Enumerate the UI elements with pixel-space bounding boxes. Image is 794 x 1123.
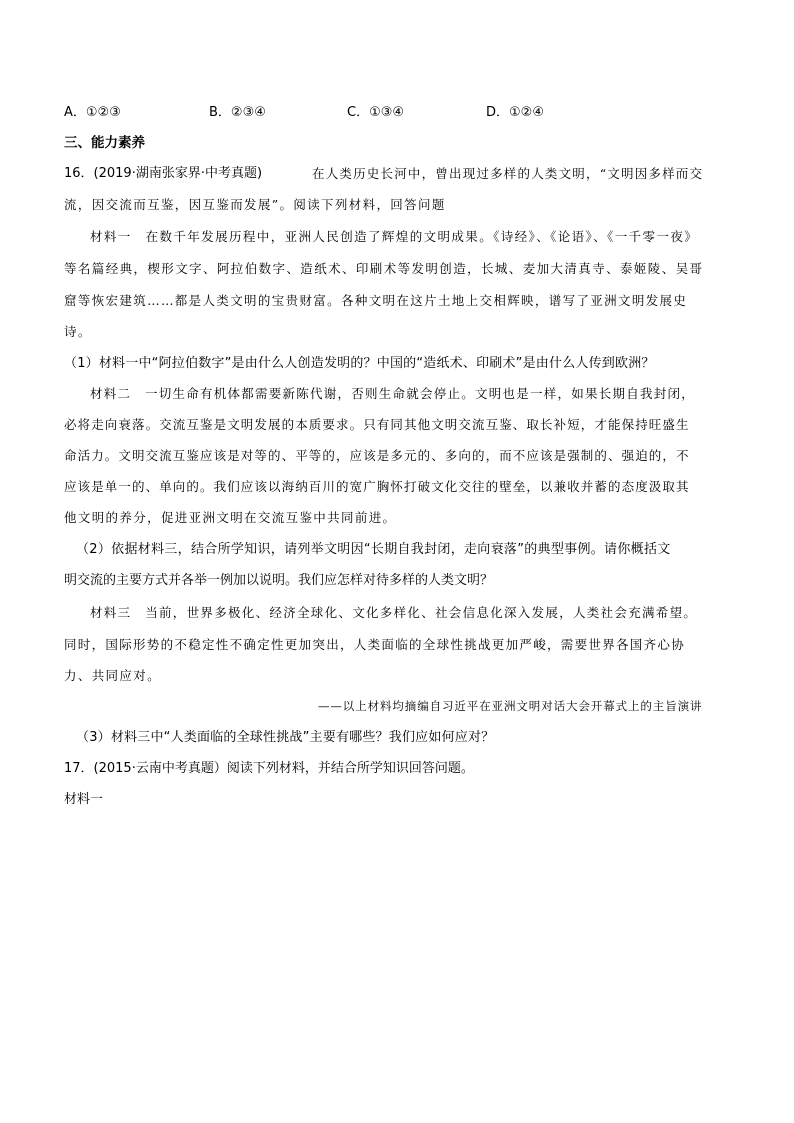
material-source: ——以上材料均摘编自习近平在亚洲文明对话大会开幕式上的主旨演讲	[318, 699, 703, 713]
material-3-line-2: 同时，国际形势的不稳定性不确定性更加突出，人类面临的全球性挑战更加严峻，需要世界各国齐心协	[64, 637, 686, 652]
material-1-line-2: 等名篇经典，楔形文字、阿拉伯数字、造纸术、印刷术等发明创造，长城、麦加大清真寺、泰姬陵、吴哥	[64, 261, 704, 276]
section-title: 三、能力素养	[64, 135, 145, 151]
q16-intro-line-2: 流，因交流而互鉴，因互鉴而发展”。阅读下列材料，回答问题	[64, 197, 446, 212]
option-d: D．①②④	[486, 105, 544, 120]
option-c: C．①③④	[347, 105, 405, 120]
material-2-line-5: 他文明的养分，促进亚洲文明在交流互鉴中共同前进。	[64, 510, 397, 525]
q17-material-1-label: 材料一	[64, 792, 104, 807]
option-b: B．②③④	[209, 105, 266, 120]
q16-header: 16．(2019·湖南张家界·中考真题)	[64, 166, 263, 181]
material-1-line-3: 窟等恢宏建筑……都是人类文明的宝贵财富。各种文明在这片土地上交相辉映，谱写了亚洲文明发展史	[64, 293, 688, 308]
q17-header: 17．(2015·云南中考真题）阅读下列材料，并结合所学知识回答问题。	[64, 761, 474, 776]
material-3-line-3: 力、共同应对。	[64, 668, 161, 683]
material-2-line-4: 应该是单一的、单向的。我们应该以海纳百川的宽广胸怀打破文化交往的壁垒，以兼收并蓄的态度汲取其	[64, 479, 690, 494]
q16-subquestion-1: （1）材料一中“阿拉伯数字”是由什么人创造发明的？中国的“造纸术、印刷术”是由什么人传到欧洲？	[64, 356, 655, 371]
material-1-line-4: 诗。	[64, 324, 92, 339]
material-2-line-3: 命活力。文明交流互鉴应该是对等的、平等的，应该是多元的、多向的，而不应该是强制的、强迫的，不	[64, 448, 690, 463]
q16-subquestion-2-line-1: （2）依据材料三，结合所学知识，请列举文明因“长期自我封闭，走向衰落”的典型事例。请你概括文	[76, 542, 671, 557]
material-2-line-1: 材料二 一切生命有机体都需要新陈代谢，否则生命就会停止。文明也是一样，如果长期自我封闭，	[90, 386, 696, 401]
material-1-line-1: 材料一 在数千年发展历程中，亚洲人民创造了辉煌的文明成果。《诗经》、《论语》、《一千零一夜》	[90, 229, 699, 244]
q16-subquestion-3: （3）材料三中“人类面临的全球性挑战”主要有哪些？我们应如何应对？	[76, 730, 495, 745]
material-3-line-1: 材料三 当前，世界多极化、经济全球化、文化多样化、社会信息化深入发展，人类社会充满希望。	[90, 605, 698, 620]
option-a: A．①②③	[64, 105, 121, 120]
material-2-line-2: 必将走向衰落。交流互鉴是文明发展的本质要求。只有同其他文明交流互鉴、取长补短，才能保持旺盛生	[64, 417, 690, 432]
q16-intro-line-1: 在人类历史长河中，曾出现过多样的人类文明，“文明因多样而交	[312, 166, 704, 181]
q16-subquestion-2-line-2: 明交流的主要方式并各举一例加以说明。我们应怎样对待多样的人类文明？	[64, 573, 494, 588]
